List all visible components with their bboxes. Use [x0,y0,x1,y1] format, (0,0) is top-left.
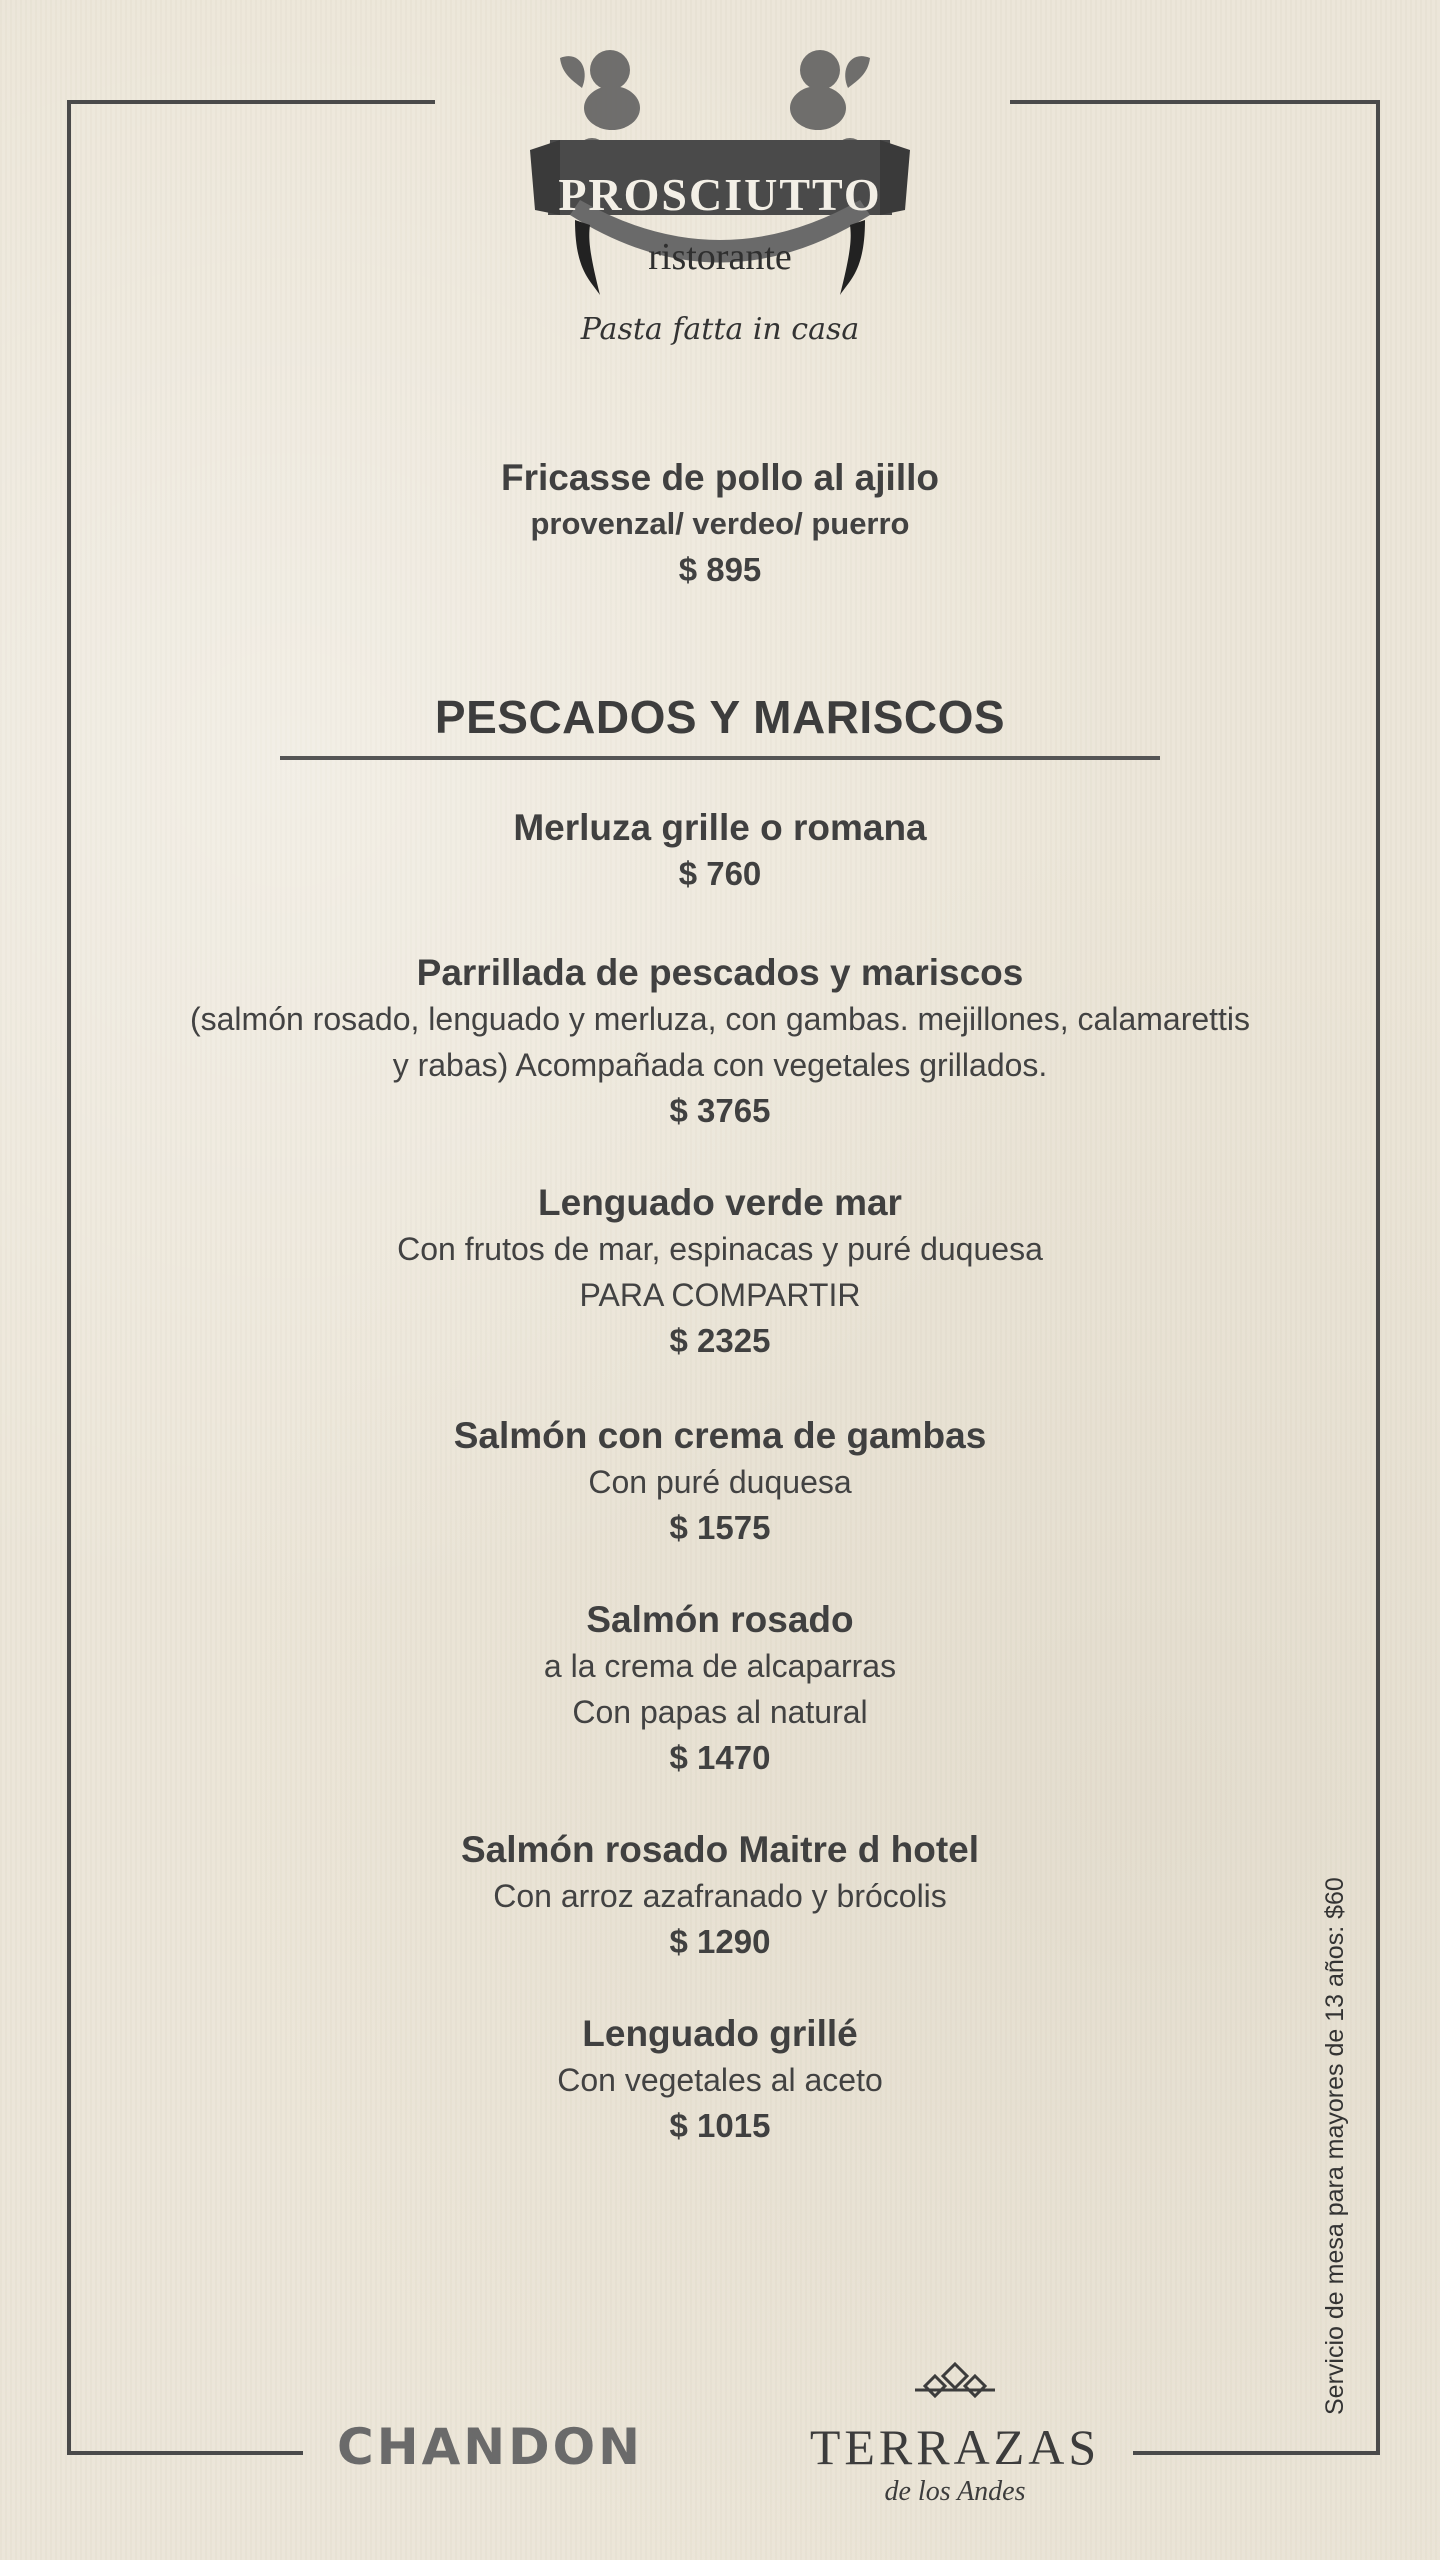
menu-item [120,1597,1320,1781]
menu-item [120,1827,1320,1965]
item-price: $ 2325 [669,1322,771,1359]
menu-item [120,2011,1320,2149]
item-description: a la crema de alcaparras [543,1648,897,1684]
terrazas-emblem-icon [905,2360,1005,2404]
table-service-note: Servicio de mesa para mayores de 13 años: $60 [1321,1877,1349,2415]
menu-item [120,950,1320,1134]
section-divider [280,756,1160,760]
logo-wordmark: PROSCIUTTO [558,169,882,220]
frame-bottom-right-border [1133,2451,1380,2455]
item-price: $ 895 [678,551,762,588]
restaurant-logo [520,40,920,360]
frame-bottom-left-border [67,2451,303,2455]
frame-right-border [1376,100,1380,2455]
menu-item [120,805,1320,897]
item-description: y rabas) Acompañada con vegetales grillados. [392,1047,1048,1083]
section-title: PESCADOS Y MARISCOS [434,691,1006,743]
item-name: Lenguado grillé [582,2013,858,2054]
item-name: Salmón con crema de gambas [453,1415,987,1456]
chandon-logo: CHANDON [337,2418,643,2476]
logo-tagline: Pasta fatta in casa [580,312,860,347]
frame-top-left-border [67,100,435,104]
item-price: $ 1015 [669,2107,771,2144]
item-price: $ 760 [678,855,762,892]
item-description: PARA COMPARTIR [579,1277,861,1313]
terrazas-subtitle: de los Andes [884,2476,1026,2507]
item-name: Fricasse de pollo al ajillo [501,457,939,498]
item-name: Lenguado verde mar [538,1182,902,1223]
item-description: Con papas al natural [572,1694,868,1730]
item-price: $ 3765 [669,1092,771,1129]
terrazas-logo [795,2360,1115,2507]
item-price: $ 1575 [669,1509,771,1546]
item-name: Salmón rosado Maitre d hotel [460,1829,980,1870]
item-name: Parrillada de pescados y mariscos [416,952,1024,993]
menu-item [120,1180,1320,1364]
intro-menu-item [120,455,1320,593]
terrazas-wordmark: TERRAZAS [809,2419,1101,2475]
item-description: Con arroz azafranado y brócolis [493,1878,947,1914]
item-price: $ 1470 [669,1739,771,1776]
frame-top-right-border [1010,100,1380,104]
item-name: Salmón rosado [586,1599,854,1640]
logo-subtitle: ristorante [648,236,792,278]
item-description: Con vegetales al aceto [557,2062,883,2098]
menu-item [120,1413,1320,1551]
item-description: Con frutos de mar, espinacas y puré duquesa [397,1231,1043,1267]
item-name: Merluza grille o romana [513,807,927,848]
item-description: Con puré duquesa [588,1464,852,1500]
item-description: (salmón rosado, lenguado y merluza, con gambas. mejillones, calamarettis [189,1001,1251,1037]
item-description: provenzal/ verdeo/ puerro [530,506,910,541]
frame-left-border [67,100,71,2455]
item-price: $ 1290 [669,1923,771,1960]
